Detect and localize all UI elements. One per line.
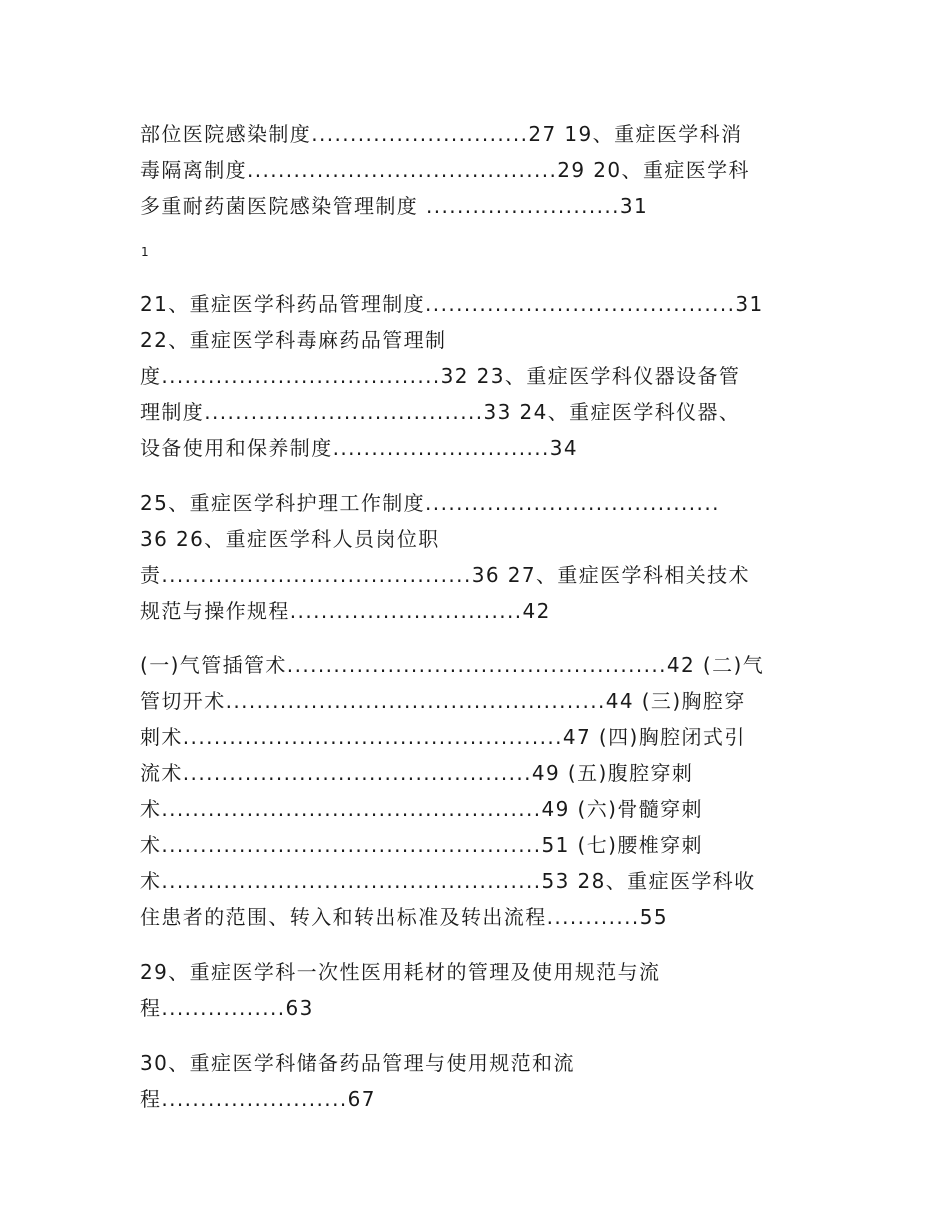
toc-line: 程................63 — [140, 996, 314, 1020]
toc-line: 术.................................................53 28、重症医学科收 — [140, 869, 756, 893]
toc-line: 毒隔离制度........................................29 20、重症医学科 — [140, 158, 750, 182]
toc-block-consumables — [140, 954, 830, 1026]
toc-line: 刺术.................................................47 (四)胸腔闭式引 — [140, 725, 746, 749]
toc-block-reserve-drugs — [140, 1045, 830, 1117]
toc-line: (一)气管插管术.................................................42 (二)气 — [140, 653, 765, 677]
toc-line: 部位医院感染制度............................27 19、重症医学科消 — [140, 122, 743, 146]
toc-block-drugs-equipment — [140, 286, 830, 466]
toc-line: 术.................................................49 (六)骨髓穿刺 — [140, 797, 703, 821]
toc-line: 25、重症医学科护理工作制度...................................... — [140, 491, 720, 515]
toc-line: 设备使用和保养制度............................34 — [140, 436, 579, 460]
toc-block-infection-control — [140, 116, 830, 224]
toc-line: 规范与操作规程..............................42 — [140, 599, 551, 623]
toc-line: 责........................................36 27、重症医学科相关技术 — [140, 563, 750, 587]
toc-line: 程........................67 — [140, 1087, 376, 1111]
toc-line: 管切开术.................................................44 (三)胸腔穿 — [140, 689, 746, 713]
toc-line: 30、重症医学科储备药品管理与使用规范和流 — [140, 1051, 575, 1075]
toc-line: 29、重症医学科一次性医用耗材的管理及使用规范与流 — [140, 960, 661, 984]
toc-block-nursing-staff — [140, 485, 830, 629]
toc-line: 22、重症医学科毒麻药品管理制 — [140, 328, 447, 352]
toc-line: 术.................................................51 (七)腰椎穿刺 — [140, 833, 703, 857]
toc-line: 多重耐药菌医院感染管理制度 .........................31 — [140, 194, 649, 218]
toc-line: 36 26、重症医学科人员岗位职 — [140, 527, 440, 551]
toc-line: 流术.............................................49 (五)腹腔穿刺 — [140, 761, 694, 785]
toc-line: 住患者的范围、转入和转出标准及转出流程............55 — [140, 905, 668, 929]
toc-line: 理制度....................................33 24、重症医学科仪器、 — [140, 400, 741, 424]
toc-block-procedures — [140, 647, 830, 935]
page-number: 1 — [141, 245, 149, 259]
toc-line: 21、重症医学科药品管理制度........................................31 — [140, 292, 764, 316]
toc-line: 度....................................32 23、重症医学科仪器设备管 — [140, 364, 741, 388]
